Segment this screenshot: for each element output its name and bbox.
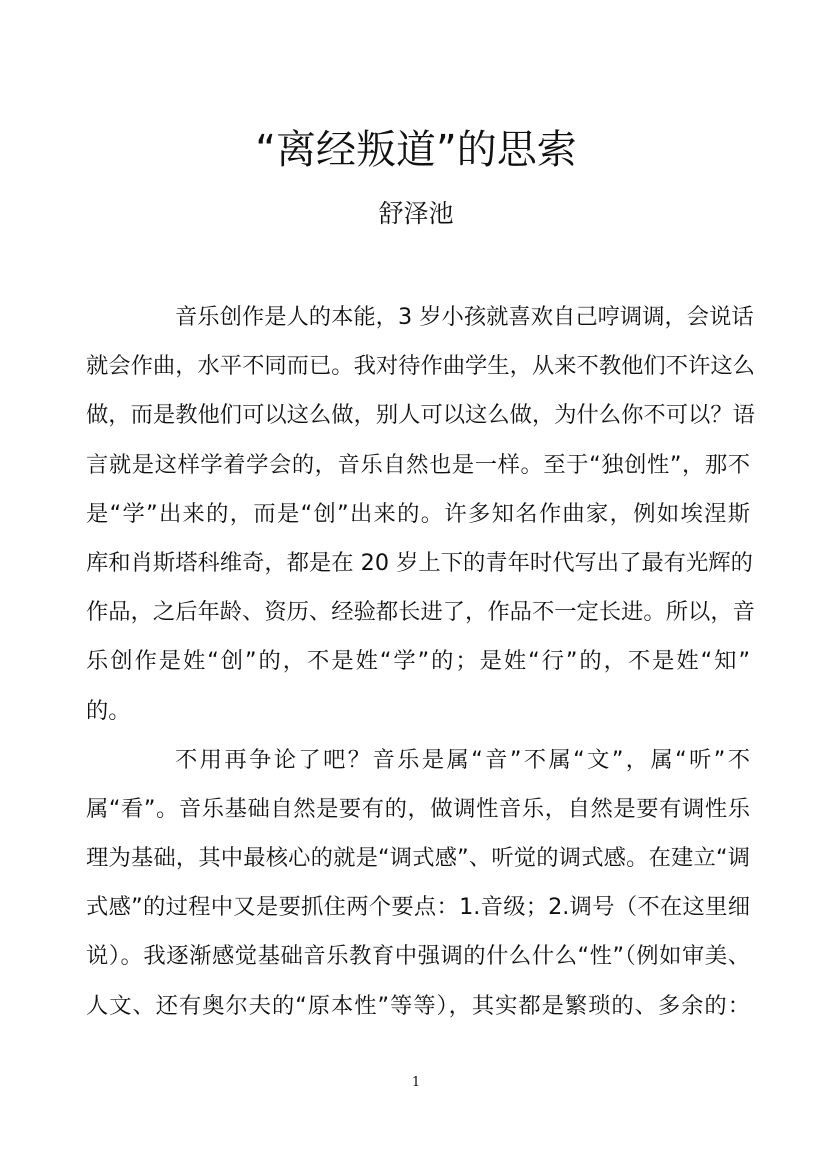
page-number: 1	[411, 1075, 421, 1090]
paragraph-1	[86, 293, 755, 736]
paragraph-2	[86, 736, 750, 1031]
text-line: 做，而是教他们可以这么做，别人可以这么做，为什么你不可以？语	[86, 402, 755, 429]
text-line: 式感”的过程中又是要抓住两个要点：1.音级；2.调号（不在这里细	[86, 894, 750, 921]
text-line: 说）。我逐渐感觉基础音乐教育中强调的什么什么“性”（例如审美、	[86, 943, 750, 970]
author-name: 舒泽池	[378, 199, 454, 228]
text-line: 不用再争论了吧？音乐是属“音”不属“文”，属“听”不	[175, 746, 750, 773]
document-title: “离经叛道”的思索	[255, 127, 577, 173]
text-line: 理为基础，其中最核心的就是“调式感”、听觉的调式感。在建立“调	[86, 845, 750, 872]
text-line: 人文、还有奥尔夫的“原本性”等等），其实都是繁琐的、多余的：	[86, 992, 750, 1019]
text-line: 的。	[86, 697, 131, 724]
text-line: 音乐创作是人的本能，3 岁小孩就喜欢自己哼调调，会说话	[175, 304, 754, 330]
document-body	[86, 293, 755, 1031]
text-line: 库和肖斯塔科维奇，都是在 20 岁上下的青年时代写出了最有光辉的	[86, 549, 753, 576]
text-line: 言就是这样学着学会的，音乐自然也是一样。至于“独创性”，那不	[86, 451, 750, 478]
text-line: 是“学”出来的，而是“创”出来的。许多知名作曲家，例如埃涅斯	[86, 500, 750, 527]
text-line: 作品，之后年龄、资历、经验都长进了，作品不一定长进。所以，音	[86, 599, 755, 626]
text-line: 属“看”。音乐基础自然是要有的，做调性音乐，自然是要有调性乐	[86, 795, 750, 822]
text-line: 乐创作是姓“创”的，不是姓“学”的；是姓“行”的，不是姓“知”	[86, 648, 750, 675]
text-line: 就会作曲，水平不同而已。我对待作曲学生，从来不教他们不许这么	[86, 353, 755, 380]
